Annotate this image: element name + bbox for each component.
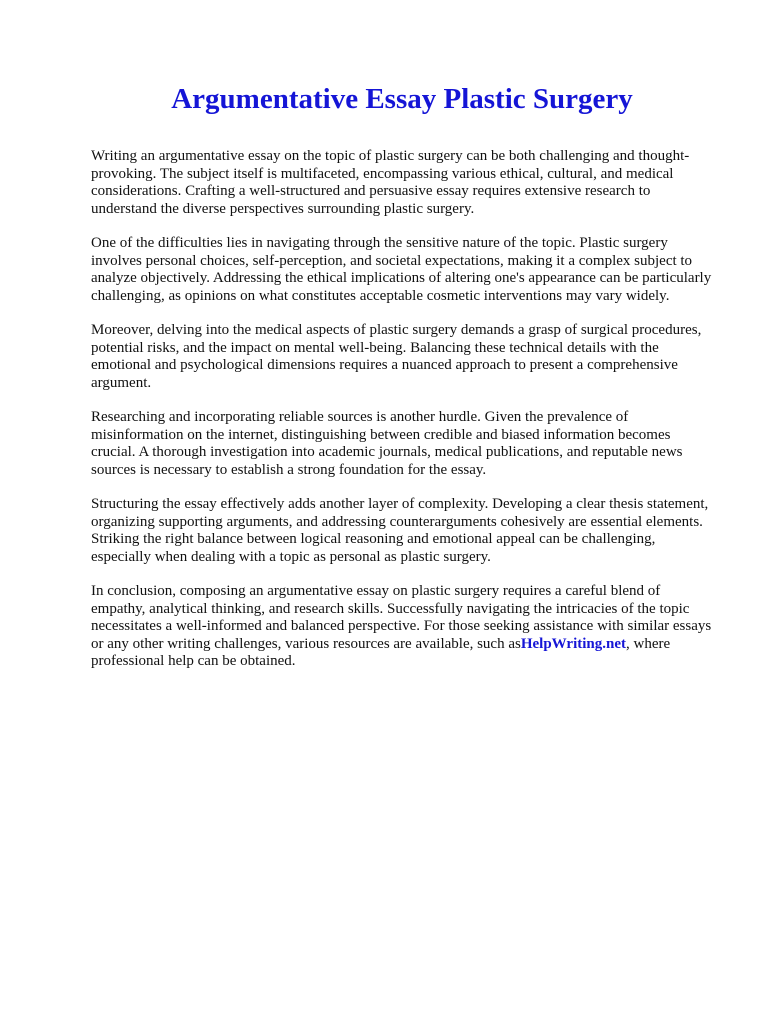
paragraph-difficulties: One of the difficulties lies in navigating through the sensitive nature of the topic. Plastic surgery involves personal choices, self-perception, and societal expectations, making it a complex subject to analyze objectively. Addressing the ethical implications of altering one's appearance can be particularly challenging, as opinions on what constitutes acceptable cosmetic interventions may vary widely. bbox=[91, 235, 712, 304]
document-body bbox=[91, 148, 718, 671]
conclusion-tail-text: , where professional help can be obtained. bbox=[91, 635, 671, 669]
conclusion-text: In conclusion, composing an argumentative essay on plastic surgery requires a careful blend of empathy, analytical thinking, and research skills. Successfully navigating the intricacies of the topic necessitates a well-informed and balanced perspective. For those seeking assistance with similar essays or any other writing challenges, various resources are available, such as bbox=[91, 583, 712, 652]
paragraph-structuring: Structuring the essay effectively adds another layer of complexity. Developing a clear thesis statement, organizing supporting arguments, and addressing counterarguments cohesively are essential elements. Striking the right balance between logical reasoning and emotional appeal can be challenging, especially when dealing with a topic as personal as plastic surgery. bbox=[91, 496, 709, 565]
paragraph-research-sources: Researching and incorporating reliable sources is another hurdle. Given the prevalence of misinformation on the internet, distinguishing between credible and biased information becomes crucial. A thorough investigation into academic journals, medical publications, and reputable news sources is necessary to establish a strong foundation for the essay. bbox=[91, 409, 683, 478]
document-title: Argumentative Essay Plastic Surgery bbox=[171, 83, 633, 115]
paragraph-medical-aspects: Moreover, delving into the medical aspects of plastic surgery demands a grasp of surgical procedures, potential risks, and the impact on mental well-being. Balancing these technical details with the emotional and psychological dimensions requires a nuanced approach to present a comprehensive argument. bbox=[91, 322, 702, 391]
paragraph-conclusion bbox=[91, 583, 718, 671]
paragraph-intro: Writing an argumentative essay on the topic of plastic surgery can be both challenging and thought-provoking. The subject itself is multifaceted, encompassing various ethical, cultural, and medical considerations. Crafting a well-structured and persuasive essay requires extensive research to understand the diverse perspectives surrounding plastic surgery. bbox=[91, 148, 690, 217]
helpwriting-link[interactable]: HelpWriting.net bbox=[520, 635, 626, 652]
